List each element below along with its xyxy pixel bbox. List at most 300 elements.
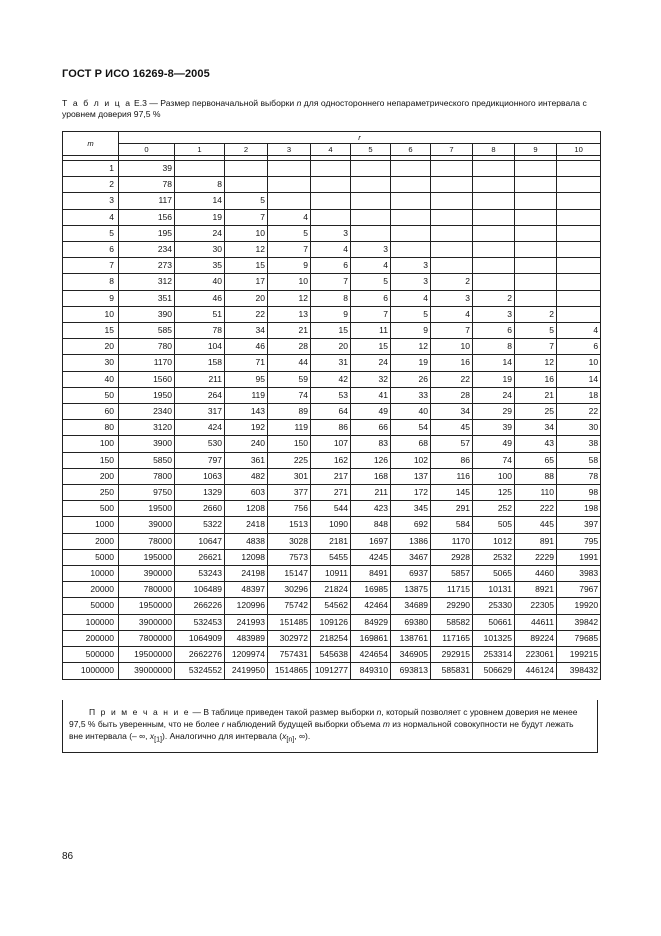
sample-size-cell: 40 xyxy=(391,404,431,420)
sample-size-cell: 397 xyxy=(557,517,601,533)
sample-size-cell xyxy=(473,209,515,225)
sample-size-cell: 1513 xyxy=(268,517,311,533)
sample-size-cell: 2 xyxy=(515,306,557,322)
sample-size-cell: 5 xyxy=(515,323,557,339)
m-value-cell: 9 xyxy=(63,290,119,306)
sample-size-cell: 7967 xyxy=(557,582,601,598)
sample-size-cell: 3467 xyxy=(391,549,431,565)
sample-size-cell: 240 xyxy=(225,436,268,452)
sample-size-cell: 291 xyxy=(431,501,473,517)
sample-size-cell: 3 xyxy=(431,290,473,306)
sample-size-cell: 302972 xyxy=(268,630,311,646)
sample-size-cell: 150 xyxy=(268,436,311,452)
sample-size-cell: 16985 xyxy=(351,582,391,598)
sample-size-cell: 7 xyxy=(351,306,391,322)
sample-size-cell: 46 xyxy=(225,339,268,355)
sample-size-cell: 585831 xyxy=(431,663,473,679)
note-x1: x xyxy=(149,731,155,742)
sample-size-cell: 33 xyxy=(391,387,431,403)
r-value-header: 3 xyxy=(268,144,311,156)
sample-size-cell: 74 xyxy=(268,387,311,403)
sample-size-cell: 9 xyxy=(391,323,431,339)
sample-size-cell: 78 xyxy=(119,177,175,193)
sample-size-cell: 17 xyxy=(225,274,268,290)
sample-size-cell: 317 xyxy=(175,404,225,420)
sample-size-cell: 2532 xyxy=(473,549,515,565)
sample-size-cell xyxy=(473,258,515,274)
sample-size-cell: 21824 xyxy=(311,582,351,598)
sample-size-cell: 2928 xyxy=(431,549,473,565)
sample-size-cell: 4 xyxy=(391,290,431,306)
sample-size-cell: 74 xyxy=(473,452,515,468)
sample-size-cell: 3900 xyxy=(119,436,175,452)
r-value-header: 2 xyxy=(225,144,268,156)
sample-size-cell: 5455 xyxy=(311,549,351,565)
m-value-cell: 250 xyxy=(63,485,119,501)
sample-size-cell xyxy=(515,193,557,209)
sample-size-cell xyxy=(557,225,601,241)
sample-size-cell: 1386 xyxy=(391,533,431,549)
sample-size-cell: 361 xyxy=(225,452,268,468)
sample-size-cell: 16 xyxy=(515,371,557,387)
sample-size-cell: 8 xyxy=(473,339,515,355)
sample-size-cell: 693813 xyxy=(391,663,431,679)
table-row xyxy=(63,290,601,306)
sample-size-cell: 4 xyxy=(431,306,473,322)
sample-size-cell: 390000 xyxy=(119,566,175,582)
sample-size-cell: 48397 xyxy=(225,582,268,598)
sample-size-cell: 273 xyxy=(119,258,175,274)
sample-size-cell: 86 xyxy=(431,452,473,468)
sample-size-cell: 40 xyxy=(175,274,225,290)
sample-size-cell: 42 xyxy=(311,371,351,387)
sample-size-cell: 5065 xyxy=(473,566,515,582)
sample-size-cell: 6 xyxy=(351,290,391,306)
sample-size-cell: 5324552 xyxy=(175,663,225,679)
sample-size-cell xyxy=(351,225,391,241)
table-row xyxy=(63,306,601,322)
sample-size-cell: 7 xyxy=(268,242,311,258)
m-value-cell: 1 xyxy=(63,161,119,177)
sample-size-cell: 223061 xyxy=(515,647,557,663)
table-row xyxy=(63,517,601,533)
sample-size-cell: 39842 xyxy=(557,614,601,630)
sample-size-cell: 100 xyxy=(473,468,515,484)
note-x1-subscript: [1] xyxy=(154,736,163,745)
sample-size-cell: 22 xyxy=(431,371,473,387)
sample-size-cell: 143 xyxy=(225,404,268,420)
caption-label: Т а б л и ц а xyxy=(62,98,132,108)
sample-size-cell xyxy=(391,177,431,193)
sample-size-cell: 12 xyxy=(391,339,431,355)
m-column-header: m xyxy=(63,132,119,156)
sample-size-cell: 377 xyxy=(268,485,311,501)
sample-size-cell xyxy=(431,193,473,209)
sample-size-cell: 1170 xyxy=(119,355,175,371)
caption-number: Е.3 xyxy=(133,98,147,108)
sample-size-cell: 158 xyxy=(175,355,225,371)
sample-size-cell: 3983 xyxy=(557,566,601,582)
caption-text-after: для одностороннего непараметрического предикционного интервала с уровнем доверия 97,5 % xyxy=(62,98,587,120)
sample-size-cell: 102 xyxy=(391,452,431,468)
sample-size-cell: 116 xyxy=(431,468,473,484)
sample-size-cell: 38 xyxy=(557,436,601,452)
sample-size-cell: 3 xyxy=(391,258,431,274)
sample-size-cell: 211 xyxy=(351,485,391,501)
sample-size-cell: 58 xyxy=(557,452,601,468)
table-row xyxy=(63,387,601,403)
sample-size-cell: 145 xyxy=(431,485,473,501)
r-value-header: 7 xyxy=(431,144,473,156)
sample-size-cell: 106489 xyxy=(175,582,225,598)
sample-size-cell: 18 xyxy=(557,387,601,403)
sample-size-cell: 53 xyxy=(311,387,351,403)
sample-size-cell: 42464 xyxy=(351,598,391,614)
sample-size-cell: 2181 xyxy=(311,533,351,549)
m-value-cell: 60 xyxy=(63,404,119,420)
sample-size-cell: 225 xyxy=(268,452,311,468)
table-row xyxy=(63,193,601,209)
sample-size-cell xyxy=(557,242,601,258)
sample-size-cell: 4 xyxy=(557,323,601,339)
sample-size-cell xyxy=(515,258,557,274)
sample-size-cell: 34689 xyxy=(391,598,431,614)
sample-size-cell xyxy=(473,242,515,258)
sample-size-cell: 109126 xyxy=(311,614,351,630)
sample-size-cell: 66 xyxy=(351,420,391,436)
sample-size-cell: 3 xyxy=(391,274,431,290)
sample-size-cell: 5 xyxy=(351,274,391,290)
m-value-cell: 20000 xyxy=(63,582,119,598)
sample-size-cell: 119 xyxy=(225,387,268,403)
m-value-cell: 500 xyxy=(63,501,119,517)
sample-size-cell: 15147 xyxy=(268,566,311,582)
sample-size-cell xyxy=(515,225,557,241)
sample-size-cell: 22 xyxy=(225,306,268,322)
sample-size-cell: 101325 xyxy=(473,630,515,646)
sample-size-cell xyxy=(431,209,473,225)
sample-size-cell xyxy=(311,161,351,177)
sample-size-cell: 34 xyxy=(225,323,268,339)
table-row xyxy=(63,630,601,646)
sample-size-cell: 2418 xyxy=(225,517,268,533)
sample-size-cell: 545638 xyxy=(311,647,351,663)
sample-size-cell: 14 xyxy=(557,371,601,387)
sample-size-cell: 292915 xyxy=(431,647,473,663)
sample-size-cell: 64 xyxy=(311,404,351,420)
sample-size-cell: 20 xyxy=(311,339,351,355)
table-row xyxy=(63,549,601,565)
sample-size-cell: 312 xyxy=(119,274,175,290)
m-value-cell: 150 xyxy=(63,452,119,468)
sample-size-cell: 1090 xyxy=(311,517,351,533)
sample-size-cell: 117 xyxy=(119,193,175,209)
sample-size-cell: 39000 xyxy=(119,517,175,533)
sample-size-cell: 54562 xyxy=(311,598,351,614)
sample-size-cell xyxy=(473,225,515,241)
sample-size-cell: 138761 xyxy=(391,630,431,646)
sample-size-cell: 78000 xyxy=(119,533,175,549)
table-row xyxy=(63,566,601,582)
sample-size-cell: 26621 xyxy=(175,549,225,565)
sample-size-cell: 104 xyxy=(175,339,225,355)
sample-size-cell: 30 xyxy=(175,242,225,258)
sample-size-cell: 198 xyxy=(557,501,601,517)
sample-size-cell: 1950 xyxy=(119,387,175,403)
sample-size-cell: 8921 xyxy=(515,582,557,598)
sample-size-cell xyxy=(431,161,473,177)
sample-size-cell: 1991 xyxy=(557,549,601,565)
sample-size-cell: 25 xyxy=(515,404,557,420)
sample-size-cell: 24 xyxy=(175,225,225,241)
sample-size-cell xyxy=(431,225,473,241)
caption-var-n: n xyxy=(296,98,302,108)
note-var-r: r xyxy=(221,719,225,730)
sample-size-cell: 271 xyxy=(311,485,351,501)
sample-size-cell: 532453 xyxy=(175,614,225,630)
sample-size-cell xyxy=(431,177,473,193)
sample-size-cell xyxy=(515,274,557,290)
sample-size-cell: 1012 xyxy=(473,533,515,549)
sample-size-cell xyxy=(473,161,515,177)
sample-size-cell xyxy=(515,177,557,193)
sample-size-cell: 4460 xyxy=(515,566,557,582)
sample-size-cell: 301 xyxy=(268,468,311,484)
sample-size-cell: 195000 xyxy=(119,549,175,565)
sample-size-cell: 19500000 xyxy=(119,647,175,663)
sample-size-cell: 12098 xyxy=(225,549,268,565)
sample-size-cell xyxy=(515,209,557,225)
sample-size-cell: 1091277 xyxy=(311,663,351,679)
sample-size-cell: 54 xyxy=(391,420,431,436)
sample-size-cell: 39 xyxy=(473,420,515,436)
sample-size-cell: 351 xyxy=(119,290,175,306)
sample-size-cell: 49 xyxy=(351,404,391,420)
sample-size-cell: 195 xyxy=(119,225,175,241)
sample-size-cell: 346905 xyxy=(391,647,431,663)
sample-size-cell xyxy=(225,177,268,193)
sample-size-cell: 21 xyxy=(515,387,557,403)
sample-size-cell: 5322 xyxy=(175,517,225,533)
sample-size-cell: 14 xyxy=(175,193,225,209)
m-value-cell: 30 xyxy=(63,355,119,371)
sample-size-cell: 19920 xyxy=(557,598,601,614)
sample-size-cell: 75742 xyxy=(268,598,311,614)
sample-size-cell: 11 xyxy=(351,323,391,339)
note-var-n: n xyxy=(376,707,382,717)
sample-size-cell xyxy=(268,161,311,177)
sample-size-cell xyxy=(268,177,311,193)
sample-size-cell xyxy=(557,161,601,177)
sample-size-cell: 7 xyxy=(225,209,268,225)
sample-size-cell xyxy=(557,290,601,306)
sample-size-cell: 1170 xyxy=(431,533,473,549)
sample-size-cell: 107 xyxy=(311,436,351,452)
sample-size-cell xyxy=(515,242,557,258)
sample-size-cell: 19 xyxy=(473,371,515,387)
sample-size-cell: 222 xyxy=(515,501,557,517)
r-value-header: 9 xyxy=(515,144,557,156)
sample-size-cell: 49 xyxy=(473,436,515,452)
sample-size-cell: 21 xyxy=(268,323,311,339)
r-value-header: 0 xyxy=(119,144,175,156)
m-value-cell: 5000 xyxy=(63,549,119,565)
sample-size-cell: 15 xyxy=(311,323,351,339)
sample-size-cell: 483989 xyxy=(225,630,268,646)
table-row xyxy=(63,663,601,679)
sample-size-cell: 25330 xyxy=(473,598,515,614)
sample-size-cell xyxy=(311,177,351,193)
sample-size-cell xyxy=(175,161,225,177)
m-value-cell: 50 xyxy=(63,387,119,403)
m-value-cell: 10000 xyxy=(63,566,119,582)
sample-size-cell: 58582 xyxy=(431,614,473,630)
table-row xyxy=(63,420,601,436)
sample-size-cell: 1514865 xyxy=(268,663,311,679)
table-row xyxy=(63,436,601,452)
sample-size-cell: 6 xyxy=(311,258,351,274)
sample-size-cell: 20 xyxy=(225,290,268,306)
sample-size-cell: 3 xyxy=(351,242,391,258)
sample-size-cell: 14 xyxy=(473,355,515,371)
sample-size-cell: 506629 xyxy=(473,663,515,679)
sample-size-cell xyxy=(351,193,391,209)
r-value-header: 4 xyxy=(311,144,351,156)
sample-size-cell: 584 xyxy=(431,517,473,533)
sample-size-cell xyxy=(391,161,431,177)
sample-size-cell: 110 xyxy=(515,485,557,501)
sample-size-table xyxy=(62,131,601,680)
sample-size-cell: 156 xyxy=(119,209,175,225)
sample-size-cell: 505 xyxy=(473,517,515,533)
sample-size-cell: 2419950 xyxy=(225,663,268,679)
sample-size-cell: 89 xyxy=(268,404,311,420)
table-row xyxy=(63,404,601,420)
m-value-cell: 100 xyxy=(63,436,119,452)
page-number: 86 xyxy=(62,851,74,862)
sample-size-cell: 78 xyxy=(557,468,601,484)
table-row xyxy=(63,647,601,663)
m-value-cell: 80 xyxy=(63,420,119,436)
m-value-cell: 3 xyxy=(63,193,119,209)
table-note xyxy=(62,700,598,753)
sample-size-cell: 217 xyxy=(311,468,351,484)
sample-size-cell: 345 xyxy=(391,501,431,517)
sample-size-cell: 41 xyxy=(351,387,391,403)
sample-size-cell xyxy=(351,161,391,177)
sample-size-cell: 34 xyxy=(431,404,473,420)
table-row xyxy=(63,177,601,193)
sample-size-cell: 8 xyxy=(311,290,351,306)
sample-size-cell: 68 xyxy=(391,436,431,452)
r-values-row xyxy=(63,144,601,156)
sample-size-cell xyxy=(557,177,601,193)
sample-size-cell: 45 xyxy=(431,420,473,436)
sample-size-cell: 10647 xyxy=(175,533,225,549)
table-row xyxy=(63,582,601,598)
table-row xyxy=(63,355,601,371)
table-body xyxy=(63,156,601,680)
r-value-header: 10 xyxy=(557,144,601,156)
sample-size-cell: 35 xyxy=(175,258,225,274)
sample-size-cell: 3900000 xyxy=(119,614,175,630)
sample-size-cell: 84929 xyxy=(351,614,391,630)
sample-size-cell: 83 xyxy=(351,436,391,452)
table-caption xyxy=(62,98,602,121)
sample-size-cell: 43 xyxy=(515,436,557,452)
sample-size-cell: 445 xyxy=(515,517,557,533)
m-value-cell: 20 xyxy=(63,339,119,355)
sample-size-cell: 1697 xyxy=(351,533,391,549)
sample-size-cell: 5850 xyxy=(119,452,175,468)
table-row xyxy=(63,614,601,630)
sample-size-cell xyxy=(557,306,601,322)
document-code: ГОСТ Р ИСО 16269-8—2005 xyxy=(62,68,210,80)
sample-size-cell: 44611 xyxy=(515,614,557,630)
note-part4: из нормальной совокупности не будут лежать вне интервала (– ∞, xyxy=(69,719,574,742)
m-value-cell: 7 xyxy=(63,258,119,274)
sample-size-cell: 39 xyxy=(119,161,175,177)
sample-size-cell xyxy=(311,209,351,225)
sample-size-cell: 446124 xyxy=(515,663,557,679)
sample-size-cell: 5857 xyxy=(431,566,473,582)
m-value-cell: 50000 xyxy=(63,598,119,614)
sample-size-cell xyxy=(557,193,601,209)
sample-size-cell: 4 xyxy=(268,209,311,225)
sample-size-cell: 117165 xyxy=(431,630,473,646)
sample-size-cell: 7800000 xyxy=(119,630,175,646)
r-value-header: 1 xyxy=(175,144,225,156)
sample-size-cell: 5 xyxy=(391,306,431,322)
sample-size-cell: 252 xyxy=(473,501,515,517)
sample-size-cell: 16 xyxy=(431,355,473,371)
sample-size-cell: 3028 xyxy=(268,533,311,549)
sample-size-cell: 24 xyxy=(473,387,515,403)
m-value-cell: 200000 xyxy=(63,630,119,646)
sample-size-cell: 168 xyxy=(351,468,391,484)
note-xn-subscript: [n] xyxy=(286,736,295,745)
sample-size-cell xyxy=(391,209,431,225)
note-part1: — В таблице приведен такой размер выборки xyxy=(190,707,377,717)
sample-size-cell: 10 xyxy=(431,339,473,355)
sample-size-cell xyxy=(557,209,601,225)
sample-size-cell: 95 xyxy=(225,371,268,387)
sample-size-cell: 9750 xyxy=(119,485,175,501)
sample-size-cell xyxy=(351,177,391,193)
sample-size-cell: 69380 xyxy=(391,614,431,630)
table-row xyxy=(63,501,601,517)
r-value-header: 8 xyxy=(473,144,515,156)
sample-size-cell: 29290 xyxy=(431,598,473,614)
sample-size-cell: 4 xyxy=(351,258,391,274)
sample-size-cell: 234 xyxy=(119,242,175,258)
table-row xyxy=(63,274,601,290)
sample-size-cell xyxy=(515,161,557,177)
sample-size-cell: 544 xyxy=(311,501,351,517)
sample-size-cell: 53243 xyxy=(175,566,225,582)
sample-size-cell: 264 xyxy=(175,387,225,403)
sample-size-cell: 4838 xyxy=(225,533,268,549)
table-row xyxy=(63,161,601,177)
sample-size-cell: 7800 xyxy=(119,468,175,484)
note-part5: ). Аналогично для интервала ( xyxy=(162,731,283,742)
note-part6: , ∞). xyxy=(294,731,311,742)
sample-size-cell: 10 xyxy=(268,274,311,290)
sample-size-cell: 24 xyxy=(351,355,391,371)
sample-size-cell: 172 xyxy=(391,485,431,501)
sample-size-cell xyxy=(391,242,431,258)
sample-size-cell: 398432 xyxy=(557,663,601,679)
